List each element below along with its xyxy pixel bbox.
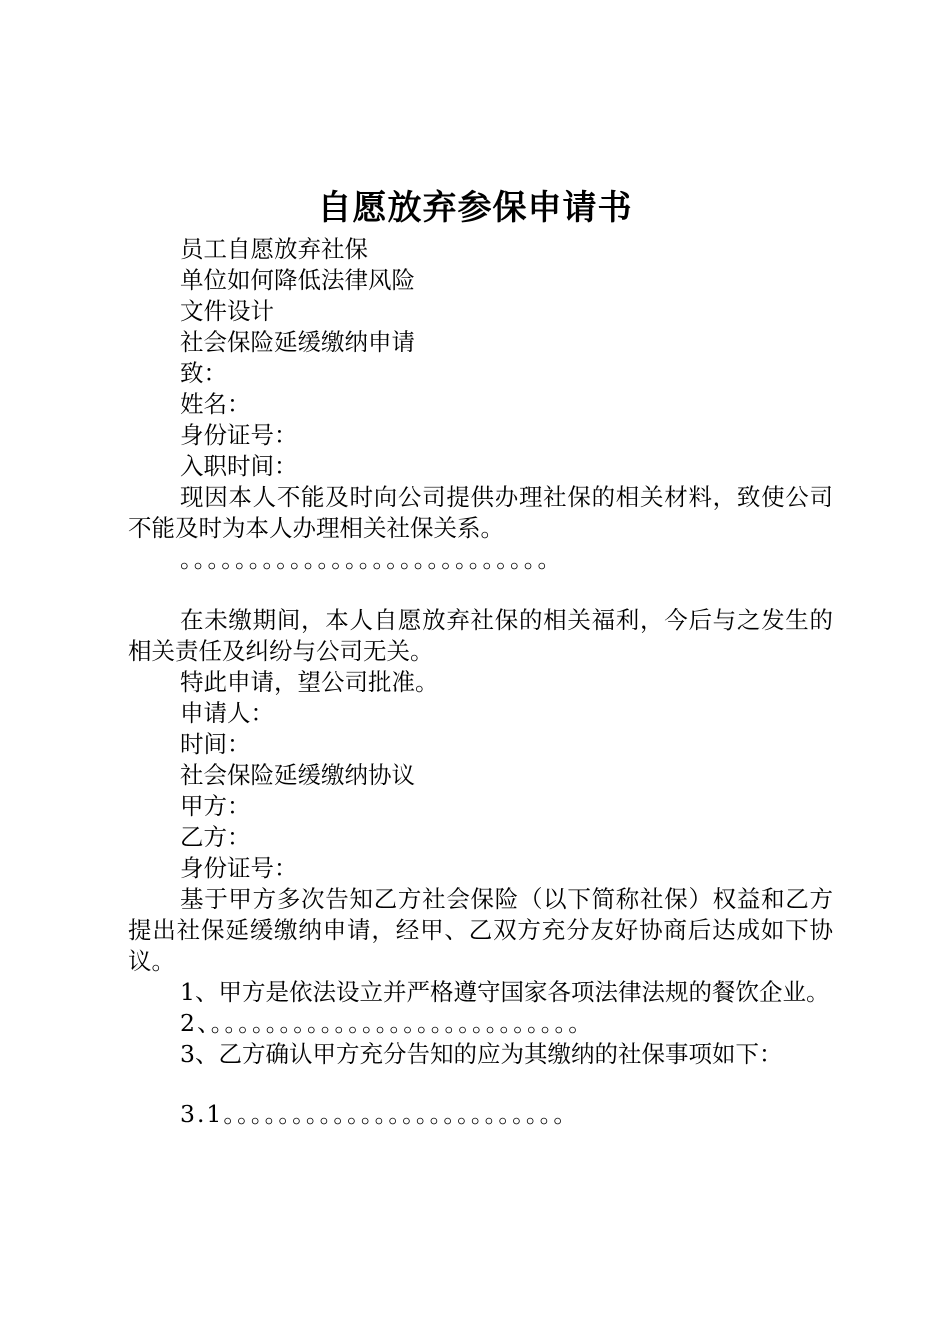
field-party-b: 乙方： bbox=[180, 823, 251, 851]
document-body bbox=[128, 234, 833, 1130]
field-time: 时间： bbox=[180, 730, 251, 758]
field-hire-date: 入职时间： bbox=[180, 452, 298, 480]
field-party-a: 甲方： bbox=[180, 792, 251, 820]
clause-3: 3、乙方确认甲方充分告知的应为其缴纳的社保事项如下： bbox=[180, 1040, 783, 1068]
line-heading-3: 文件设计 bbox=[180, 297, 274, 325]
document-title: 自愿放弃参保申请书 bbox=[317, 188, 633, 228]
field-id-number: 身份证号： bbox=[180, 421, 298, 449]
agreement-heading: 社会保险延缓缴纳协议 bbox=[180, 761, 415, 789]
field-to: 致： bbox=[180, 359, 227, 387]
line-heading-4: 社会保险延缓缴纳申请 bbox=[180, 328, 415, 356]
paragraph-waiver: 在未缴期间，本人自愿放弃社保的相关福利，今后与之发生的相关责任及纠纷与公司无关。 bbox=[128, 606, 833, 665]
field-applicant: 申请人： bbox=[180, 699, 274, 727]
paragraph-request: 特此申请，望公司批准。 bbox=[180, 668, 439, 696]
line-heading-1: 员工自愿放弃社保 bbox=[180, 235, 368, 263]
clause-2: 2、。。。。。。。。。。。。。。。。。。。。。。。。。。。 bbox=[180, 1009, 594, 1037]
clause-3-1: 3.1。。。。。。。。。。。。。。。。。。。。。。。。。 bbox=[180, 1100, 579, 1128]
paragraph-ellipsis: 。。。。。。。。。。。。。。。。。。。。。。。。。。。 bbox=[180, 545, 563, 573]
field-name: 姓名： bbox=[180, 390, 251, 418]
agreement-preamble: 基于甲方多次告知乙方社会保险（以下简称社保）权益和乙方提出社保延缓缴纳申请，经甲、乙双方充分友好协商后达成如下协议。 bbox=[128, 885, 833, 975]
field-party-b-id: 身份证号： bbox=[180, 854, 298, 882]
line-heading-2: 单位如何降低法律风险 bbox=[180, 266, 415, 294]
paragraph-reason: 现因本人不能及时向公司提供办理社保的相关材料，致使公司不能及时为本人办理相关社保关系。 bbox=[128, 483, 833, 542]
clause-1: 1、甲方是依法设立并严格遵守国家各项法律法规的餐饮企业。 bbox=[180, 978, 830, 1006]
